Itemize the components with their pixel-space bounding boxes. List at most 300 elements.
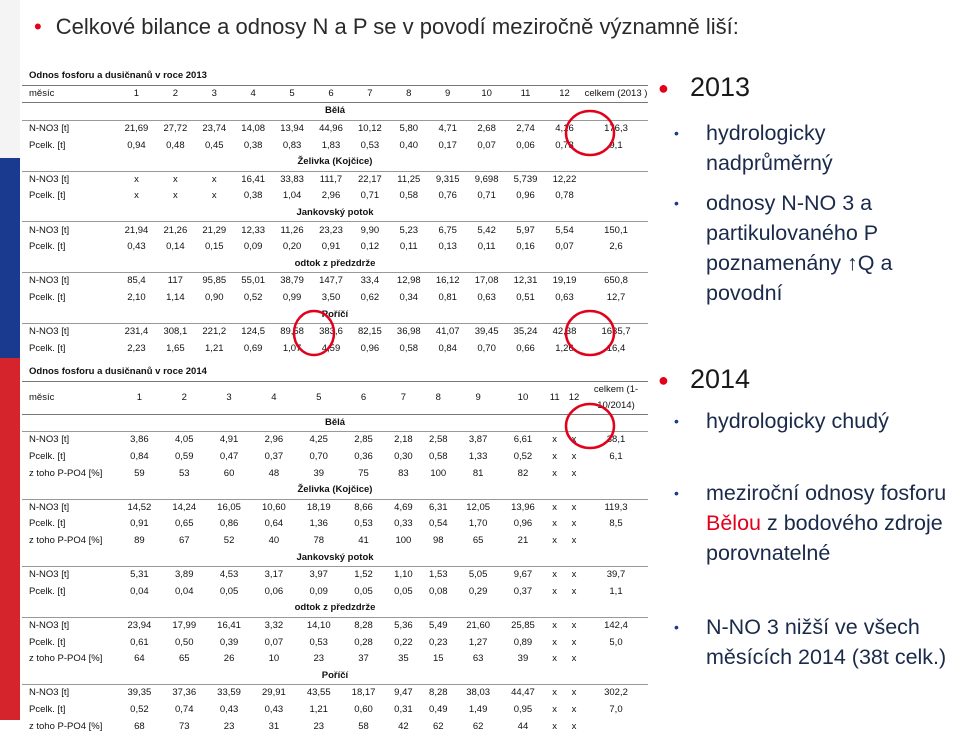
value-cell: 10 (268, 653, 280, 665)
value-cell: 17,99 (172, 620, 197, 632)
month-cell: 2 (156, 85, 195, 103)
month-cell: 7 (350, 85, 389, 103)
value-cell: 1,21 (309, 703, 328, 715)
value-cell: 4,25 (309, 434, 328, 446)
value-cell: 0,51 (516, 292, 535, 304)
section-name: odtok z předzdrže (22, 256, 648, 273)
total-cell: 2,6 (609, 241, 623, 253)
row-label: Pcelk. [t] (29, 585, 66, 597)
value-cell: 0,37 (513, 585, 533, 597)
value-cell: 0,13 (438, 241, 457, 253)
row-label: Pcelk. [t] (29, 292, 66, 304)
month-cell: 8 (421, 381, 456, 414)
value-cell: 60 (223, 467, 235, 479)
value-cell: 5,05 (468, 569, 488, 581)
row-label: Pcelk. [t] (29, 451, 66, 463)
value-cell: 3,89 (174, 569, 194, 581)
value-cell: 0,20 (282, 241, 302, 253)
value-cell: 231,4 (124, 326, 149, 338)
value-cell: 82 (517, 467, 529, 479)
value-cell: 117 (167, 275, 183, 287)
value-cell: 12,22 (552, 173, 577, 185)
value-cell: 0,59 (174, 451, 194, 463)
month-cell: 10 (467, 85, 506, 103)
value-cell: 0,94 (127, 139, 146, 151)
value-cell: 3,87 (468, 434, 488, 446)
value-cell: 63 (472, 653, 484, 665)
value-cell: 0,83 (282, 139, 302, 151)
bullet-2014-3: • N-NO 3 nižší ve všech měsících 2014 (38t celk.) (674, 615, 947, 669)
value-cell: 0,39 (219, 636, 239, 648)
value-cell: 1,65 (166, 342, 185, 354)
month-cell: 5 (296, 381, 341, 414)
value-cell: 6,61 (513, 434, 533, 446)
total-header: celkem (1-10/2014) (584, 381, 648, 414)
value-cell: 0,81 (438, 292, 457, 304)
value-cell: x (552, 687, 558, 699)
value-cell: 0,30 (394, 451, 413, 463)
value-cell: 6,75 (438, 224, 457, 236)
value-cell: 5,49 (429, 620, 448, 632)
total-cell: 1635,7 (601, 326, 631, 338)
total-cell: 8,5 (609, 518, 623, 530)
value-cell: 64 (134, 653, 145, 665)
value-cell: 43,55 (306, 687, 331, 699)
value-cell: 2,96 (321, 190, 341, 202)
value-cell: 11,26 (280, 224, 304, 236)
value-cell: 0,43 (219, 703, 239, 715)
value-cell: 1,26 (555, 342, 574, 354)
value-cell: 6,31 (429, 501, 448, 513)
value-cell: 0,05 (394, 585, 413, 597)
value-cell: 33,59 (217, 687, 241, 699)
section-name: Jankovský potok (22, 549, 648, 566)
row-label: N-NO3 [t] (29, 224, 70, 236)
value-cell: 0,52 (513, 451, 533, 463)
value-cell: 9,698 (474, 173, 499, 185)
table-heading: Odnos fosforu a dusičnanů v roce 2013 (22, 68, 648, 85)
value-cell: 0,45 (205, 139, 224, 151)
value-cell: 23,94 (127, 620, 152, 632)
value-cell: 33,83 (280, 173, 304, 185)
value-cell: x (571, 467, 577, 479)
bullet-dot: ● (658, 78, 669, 98)
value-cell: 0,16 (516, 241, 535, 253)
row-label: z toho P-PO4 [%] (29, 653, 103, 665)
value-cell: 308,1 (163, 326, 188, 338)
value-cell: 75 (358, 467, 369, 479)
value-cell: 38,03 (466, 687, 491, 699)
value-cell: 3,86 (130, 434, 149, 446)
value-cell: 95,85 (202, 275, 227, 287)
value-cell: 4,71 (438, 123, 457, 135)
value-cell: 0,17 (438, 139, 457, 151)
value-cell: 21,69 (124, 123, 149, 135)
value-cell: 16,41 (241, 173, 266, 185)
month-cell: 4 (251, 381, 296, 414)
value-cell: 0,22 (394, 636, 413, 648)
value-cell: 147,7 (319, 275, 343, 287)
row-label: z toho P-PO4 [%] (29, 720, 103, 732)
value-cell: 0,65 (174, 518, 194, 530)
value-cell: 0,58 (399, 190, 419, 202)
row-label: Pcelk. [t] (29, 518, 66, 530)
value-cell: 0,70 (477, 342, 496, 354)
value-cell: 0,15 (205, 241, 224, 253)
value-cell: 78 (313, 535, 325, 547)
value-cell: 65 (472, 535, 484, 547)
value-cell: 21 (517, 535, 529, 547)
value-cell: 9,47 (394, 687, 413, 699)
value-cell: x (552, 535, 558, 547)
value-cell: 9,90 (360, 224, 380, 236)
value-cell: x (211, 190, 217, 202)
value-cell: 0,43 (127, 241, 146, 253)
value-cell: 124,5 (241, 326, 266, 338)
row-label: Pcelk. [t] (29, 241, 66, 253)
value-cell: 0,61 (130, 636, 149, 648)
value-cell: 15 (432, 653, 444, 665)
value-cell: 13,94 (280, 123, 304, 135)
section-name: Želivka (Kojčice) (22, 154, 648, 171)
value-cell: 0,73 (555, 139, 574, 151)
ring-2013-bela-total (566, 111, 614, 155)
value-cell: 0,95 (513, 703, 533, 715)
highlight-bela: Bělou (706, 511, 761, 535)
value-cell: 23 (223, 720, 235, 732)
value-cell: 0,40 (399, 139, 419, 151)
total-header: celkem (2013 ) (584, 85, 648, 103)
value-cell: 1,36 (309, 518, 328, 530)
value-cell: 5,31 (130, 569, 149, 581)
value-cell: 2,58 (429, 434, 448, 446)
value-cell: 26 (223, 653, 235, 665)
value-cell: 1,70 (468, 518, 488, 530)
value-cell: 9,315 (435, 173, 460, 185)
value-cell: 1,07 (282, 342, 302, 354)
value-cell: 2,23 (127, 342, 146, 354)
value-cell: 0,78 (555, 190, 574, 202)
value-cell: 33,4 (360, 275, 380, 287)
value-cell: 8,28 (354, 620, 373, 632)
value-cell: 25,85 (511, 620, 535, 632)
value-cell: 0,90 (205, 292, 224, 304)
value-cell: x (552, 636, 558, 648)
slide-title-text: Celkové bilance a odnosy N a P se v povodí meziročně významně liší: (55, 14, 739, 39)
value-cell: 0,08 (429, 585, 448, 597)
value-cell: 0,06 (516, 139, 535, 151)
value-cell: 14,24 (172, 501, 197, 513)
value-cell: 40 (268, 535, 280, 547)
value-cell: 0,58 (429, 451, 448, 463)
value-cell: 0,71 (477, 190, 496, 202)
value-cell: 73 (178, 720, 190, 732)
value-cell: 0,86 (219, 518, 239, 530)
value-cell: 0,38 (243, 190, 263, 202)
value-cell: 3,50 (321, 292, 341, 304)
value-cell: 221,2 (202, 326, 227, 338)
value-cell: 23,23 (319, 224, 343, 236)
month-cell: 12 (564, 381, 584, 414)
value-cell: 44 (517, 720, 529, 732)
table-row (22, 718, 648, 735)
value-cell: 0,54 (429, 518, 448, 530)
section-name: Poříčí (22, 668, 648, 685)
value-cell: 4,91 (219, 434, 239, 446)
value-cell: 0,34 (399, 292, 419, 304)
value-cell: 1,04 (282, 190, 302, 202)
value-cell: x (571, 518, 577, 530)
section-name: odtok z předzdrže (22, 600, 648, 617)
value-cell: 0,07 (555, 241, 574, 253)
value-cell: 23 (313, 653, 325, 665)
month-cell: 6 (341, 381, 386, 414)
value-cell: x (172, 173, 178, 185)
value-cell: 98 (432, 535, 444, 547)
value-cell: 0,52 (243, 292, 263, 304)
month-cell: 11 (506, 85, 545, 103)
value-cell: 0,53 (354, 518, 373, 530)
row-label: N-NO3 [t] (29, 501, 70, 513)
row-label: z toho P-PO4 [%] (29, 467, 103, 479)
value-cell: 111,7 (319, 173, 343, 185)
total-cell (584, 718, 648, 735)
month-cell: 9 (428, 85, 467, 103)
value-cell: 0,76 (438, 190, 457, 202)
value-cell: 0,06 (264, 585, 284, 597)
value-cell: 37 (358, 653, 369, 665)
value-cell: 65 (178, 653, 190, 665)
value-cell: 0,63 (477, 292, 496, 304)
value-cell: 1,27 (468, 636, 488, 648)
section-name: Jankovský potok (22, 205, 648, 222)
value-cell: 68 (134, 720, 145, 732)
total-cell: 12,7 (606, 292, 626, 304)
value-cell: 0,07 (264, 636, 284, 648)
value-cell: 0,31 (394, 703, 413, 715)
row-label: Pcelk. [t] (29, 636, 66, 648)
value-cell: 3,17 (264, 569, 284, 581)
value-cell: 0,64 (264, 518, 284, 530)
value-cell: 4,69 (394, 501, 413, 513)
value-cell: 8,28 (429, 687, 448, 699)
row-label: N-NO3 [t] (29, 123, 70, 135)
value-cell: 5,97 (516, 224, 535, 236)
value-cell: x (211, 173, 217, 185)
value-cell: 0,52 (130, 703, 149, 715)
value-cell: 1,10 (394, 569, 413, 581)
month-cell: 1 (117, 381, 162, 414)
table-heading: Odnos fosforu a dusičnanů v roce 2014 (22, 364, 648, 381)
value-cell: x (571, 434, 577, 446)
value-cell: 0,91 (130, 518, 149, 530)
value-cell: 21,94 (124, 224, 149, 236)
value-cell: 0,36 (354, 451, 373, 463)
bullet-2013-1: • hydrologicky nadprůměrný (674, 121, 833, 175)
value-cell: 62 (472, 720, 484, 732)
value-cell: 37,36 (172, 687, 197, 699)
value-cell: 44,96 (319, 123, 343, 135)
value-cell: 100 (395, 535, 412, 547)
value-cell: 36,98 (396, 326, 421, 338)
section-name: Bělá (22, 103, 648, 121)
value-cell: 17,08 (474, 275, 499, 287)
month-cell: 7 (386, 381, 421, 414)
value-cell: 8,66 (354, 501, 373, 513)
value-cell: 0,29 (468, 585, 488, 597)
total-cell: 176,3 (604, 123, 628, 135)
value-cell: 0,14 (166, 241, 185, 253)
total-cell: 119,3 (604, 501, 628, 513)
value-cell: 2,18 (394, 434, 413, 446)
value-cell: 4,05 (174, 434, 194, 446)
value-cell: 23,74 (202, 123, 227, 135)
value-cell: 1,21 (205, 342, 224, 354)
value-cell: 0,84 (438, 342, 457, 354)
value-cell: 39 (517, 653, 529, 665)
total-cell: 150,1 (604, 224, 628, 236)
row-label: N-NO3 [t] (29, 620, 70, 632)
value-cell: 0,09 (309, 585, 328, 597)
section-name: Poříčí (22, 306, 648, 323)
value-cell: 14,52 (127, 501, 152, 513)
value-cell: 52 (223, 535, 235, 547)
value-cell: 13,96 (511, 501, 535, 513)
value-cell: x (552, 467, 558, 479)
value-cell: 48 (268, 467, 280, 479)
value-cell: 21,29 (202, 224, 227, 236)
month-cell: 4 (234, 85, 273, 103)
value-cell: 0,69 (243, 342, 263, 354)
ring-2014-bela-total (566, 404, 614, 448)
value-cell: 2,68 (477, 123, 496, 135)
value-cell: 29,91 (262, 687, 286, 699)
row-label: N-NO3 [t] (29, 434, 70, 446)
value-cell: 383,6 (319, 326, 343, 338)
value-cell: x (552, 451, 558, 463)
value-cell: x (571, 636, 577, 648)
value-cell: x (571, 501, 577, 513)
value-cell: x (552, 501, 558, 513)
value-cell: 0,96 (516, 190, 535, 202)
value-cell: 0,28 (354, 636, 373, 648)
value-cell: 0,96 (360, 342, 380, 354)
row-label: N-NO3 [t] (29, 173, 70, 185)
value-cell: 1,33 (468, 451, 488, 463)
total-cell: 6,1 (609, 451, 623, 463)
value-cell: 5,23 (399, 224, 419, 236)
value-cell: x (552, 620, 558, 632)
value-cell: 0,04 (174, 585, 194, 597)
value-cell: 44,47 (511, 687, 535, 699)
value-cell: x (571, 653, 577, 665)
value-cell: 82,15 (358, 326, 382, 338)
value-cell: x (571, 687, 577, 699)
value-cell: 0,05 (219, 585, 239, 597)
value-cell: 83 (398, 467, 409, 479)
value-cell: x (552, 569, 558, 581)
value-cell: 1,53 (429, 569, 448, 581)
value-cell: x (571, 703, 577, 715)
row-label: N-NO3 [t] (29, 569, 70, 581)
value-cell: 0,43 (264, 703, 284, 715)
row-label: Pcelk. [t] (29, 139, 66, 151)
row-label: Pcelk. [t] (29, 190, 66, 202)
month-cell: 12 (545, 85, 584, 103)
section-name: Želivka (Kojčice) (22, 482, 648, 499)
value-cell: 14,08 (241, 123, 266, 135)
value-cell: 35 (398, 653, 409, 665)
value-cell: 0,70 (309, 451, 328, 463)
value-cell: 42,38 (552, 326, 577, 338)
value-cell: 0,71 (360, 190, 380, 202)
month-cell: 3 (195, 85, 234, 103)
month-cell: 9 (456, 381, 501, 414)
value-cell: 23 (313, 720, 325, 732)
month-cell: 11 (545, 381, 564, 414)
value-cell: 4,53 (219, 569, 239, 581)
value-cell: 2,85 (354, 434, 373, 446)
value-cell: 12,31 (513, 275, 538, 287)
bullet-2014-1: • hydrologicky chudý (674, 409, 889, 433)
value-cell: 58 (358, 720, 369, 732)
value-cell: 38,79 (280, 275, 304, 287)
total-cell: 16,4 (606, 342, 626, 354)
value-cell: 22,17 (358, 173, 382, 185)
value-cell: x (172, 190, 178, 202)
value-cell: x (552, 585, 558, 597)
value-cell: 9,67 (513, 569, 533, 581)
total-cell: 7,0 (609, 703, 623, 715)
value-cell: 0,60 (354, 703, 373, 715)
value-cell: x (571, 535, 577, 547)
value-cell: 0,84 (130, 451, 149, 463)
value-cell: 4,59 (321, 342, 341, 354)
bullet-2014-2: • meziroční odnosy fosforu Bělou z bodového zdroje porovnatelné (674, 481, 947, 565)
value-cell: 62 (432, 720, 444, 732)
value-cell: x (571, 585, 577, 597)
value-cell: 0,89 (513, 636, 533, 648)
value-cell: 5,739 (513, 173, 538, 185)
value-cell: 0,53 (360, 139, 380, 151)
value-cell: 5,54 (555, 224, 574, 236)
total-cell: 650,8 (604, 275, 628, 287)
value-cell: x (552, 720, 558, 732)
value-cell: 0,38 (243, 139, 263, 151)
value-cell: 0,99 (282, 292, 302, 304)
row-label: Pcelk. [t] (29, 342, 66, 354)
value-cell: 0,04 (130, 585, 149, 597)
bullet-dot: ● (658, 370, 669, 390)
value-cell: 1,49 (468, 703, 488, 715)
value-cell: 100 (430, 467, 447, 479)
value-cell: 0,62 (360, 292, 380, 304)
value-cell: 0,49 (429, 703, 448, 715)
value-cell: 0,96 (513, 518, 533, 530)
value-cell: 0,33 (394, 518, 413, 530)
value-cell: 12,98 (396, 275, 421, 287)
total-cell: 39,7 (606, 569, 626, 581)
value-cell: 0,09 (243, 241, 263, 253)
value-cell: 1,52 (354, 569, 373, 581)
value-cell: 81 (472, 467, 484, 479)
month-cell: 6 (312, 85, 351, 103)
value-cell: x (571, 720, 577, 732)
total-cell: 5,0 (609, 636, 623, 648)
value-cell: 0,23 (429, 636, 448, 648)
value-cell: 89,58 (280, 326, 304, 338)
month-cell: 8 (389, 85, 428, 103)
